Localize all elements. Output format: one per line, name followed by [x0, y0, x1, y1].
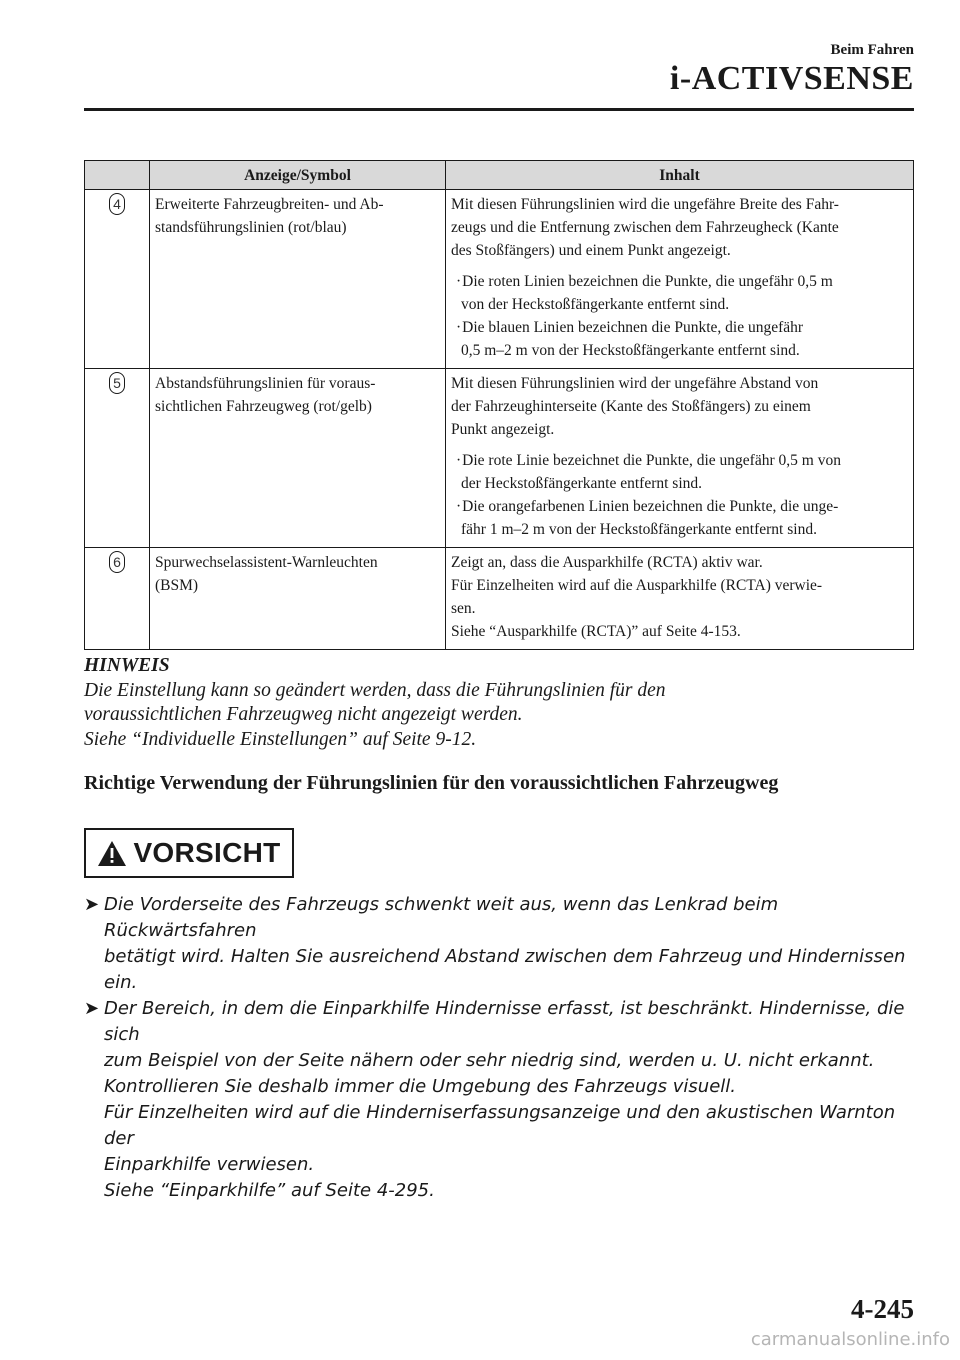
row-number-cell: [85, 190, 150, 369]
content-text: Zeigt an, dass die Ausparkhilfe (RCTA) aktiv war. Für Einzelheiten wird auf die Ausparkhilfe (RCTA) verwie- sen. Siehe “Ausparkhilfe (RCTA)” auf Seite 4-153.: [451, 554, 823, 640]
row-number-cell: [85, 548, 150, 650]
warning-triangle-icon: [97, 840, 127, 867]
chapter-title: Beim Fahren: [830, 42, 914, 58]
row-number-cell: [85, 369, 150, 548]
arrow-bullet-icon: ➤: [84, 998, 100, 1019]
symbol-cell: Spurwechselassistent-Warnleuchten (BSM): [150, 548, 446, 650]
section-title: i-ACTIVSENSE: [669, 60, 914, 97]
page-number: 4-245: [851, 1294, 914, 1324]
caution-item-text: Der Bereich, in dem die Einparkhilfe Hindernisse erfasst, ist beschränkt. Hindernisse, die sich zum Beispiel von der Seite nähern oder sehr niedrig sind, werden u. U. nicht erkannt. Kontrollieren Sie deshalb immer die Umgebung des Fahrzeugs visuell. Für Einzelheiten wird auf die Hinderniserfassungsanzeige und den akustischen Warnton der Einparkhilfe verwiesen. Siehe “Einparkhilfe” auf Seite 4-295.: [104, 998, 905, 1201]
content-cell: [446, 369, 914, 548]
header-divider: [84, 108, 914, 111]
caution-label: VORSICHT: [133, 837, 281, 868]
bullet-list: [451, 270, 908, 362]
note-block: [84, 654, 924, 752]
table-row: [85, 369, 914, 548]
symbol-cell: Abstandsführungslinien für voraus- sichtlichen Fahrzeugweg (rot/gelb): [150, 369, 446, 548]
guideline-table: [84, 160, 914, 650]
table-header-symbol: Anzeige/Symbol: [150, 161, 446, 190]
watermark: carmanualsonline.info: [750, 1329, 950, 1350]
table-header-number: [85, 161, 150, 190]
caution-item: [84, 892, 916, 996]
table-header-row: [85, 161, 914, 190]
caution-list: [84, 892, 916, 1204]
row-number-badge: 5: [109, 372, 125, 394]
caution-item: [84, 996, 916, 1204]
content-text: Mit diesen Führungslinien wird der ungefähre Abstand von der Fahrzeughinterseite (Kante des Stoßfängers) zu einem Punkt angezeigt.: [451, 375, 819, 438]
table-header-content: Inhalt: [446, 161, 914, 190]
bullet-list: [451, 449, 908, 541]
note-text: Die Einstellung kann so geändert werden, dass die Führungslinien für den voraussichtlichen Fahrzeugweg nicht angezeigt werden. Siehe “Individuelle Einstellungen” auf Seite 9-12.: [84, 679, 666, 750]
note-title: HINWEIS: [84, 655, 170, 676]
bullet-item: · Die rote Linie bezeichnet die Punkte, die ungefähr 0,5 m von der Heckstoßfängerkante entfernt sind.: [451, 449, 908, 495]
caution-item-text: Die Vorderseite des Fahrzeugs schwenkt weit aus, wenn das Lenkrad beim Rückwärtsfahren betätigt wird. Halten Sie ausreichend Abstand zwischen dem Fahrzeug und Hindernissen ein.: [104, 894, 906, 993]
content-text: Mit diesen Führungslinien wird die ungefähre Breite des Fahr- zeugs und die Entfernung zwischen dem Fahrzeugheck (Kante des Stoßfängers) und einem Punkt angezeigt.: [451, 196, 839, 259]
row-number-badge: 4: [109, 193, 125, 215]
table-row: [85, 548, 914, 650]
bullet-item: · Die orangefarbenen Linien bezeichnen die Punkte, die unge- fähr 1 m–2 m von der Heckstoßfängerkante entfernt sind.: [451, 495, 908, 541]
table-row: [85, 190, 914, 369]
bullet-item: · Die roten Linien bezeichnen die Punkte, die ungefähr 0,5 m von der Heckstoßfängerkante entfernt sind.: [451, 270, 908, 316]
section-subheading: Richtige Verwendung der Führungslinien für den voraussichtlichen Fahrzeugweg: [84, 772, 779, 794]
bullet-item: · Die blauen Linien bezeichnen die Punkte, die ungefähr 0,5 m–2 m von der Heckstoßfängerkante entfernt sind.: [451, 316, 908, 362]
caution-box: [84, 828, 294, 878]
page-header: [670, 42, 914, 97]
content-cell: [446, 190, 914, 369]
content-cell: [446, 548, 914, 650]
arrow-bullet-icon: ➤: [84, 894, 100, 915]
row-number-badge: 6: [109, 551, 125, 573]
symbol-cell: Erweiterte Fahrzeugbreiten- und Ab- standsführungslinien (rot/blau): [150, 190, 446, 369]
